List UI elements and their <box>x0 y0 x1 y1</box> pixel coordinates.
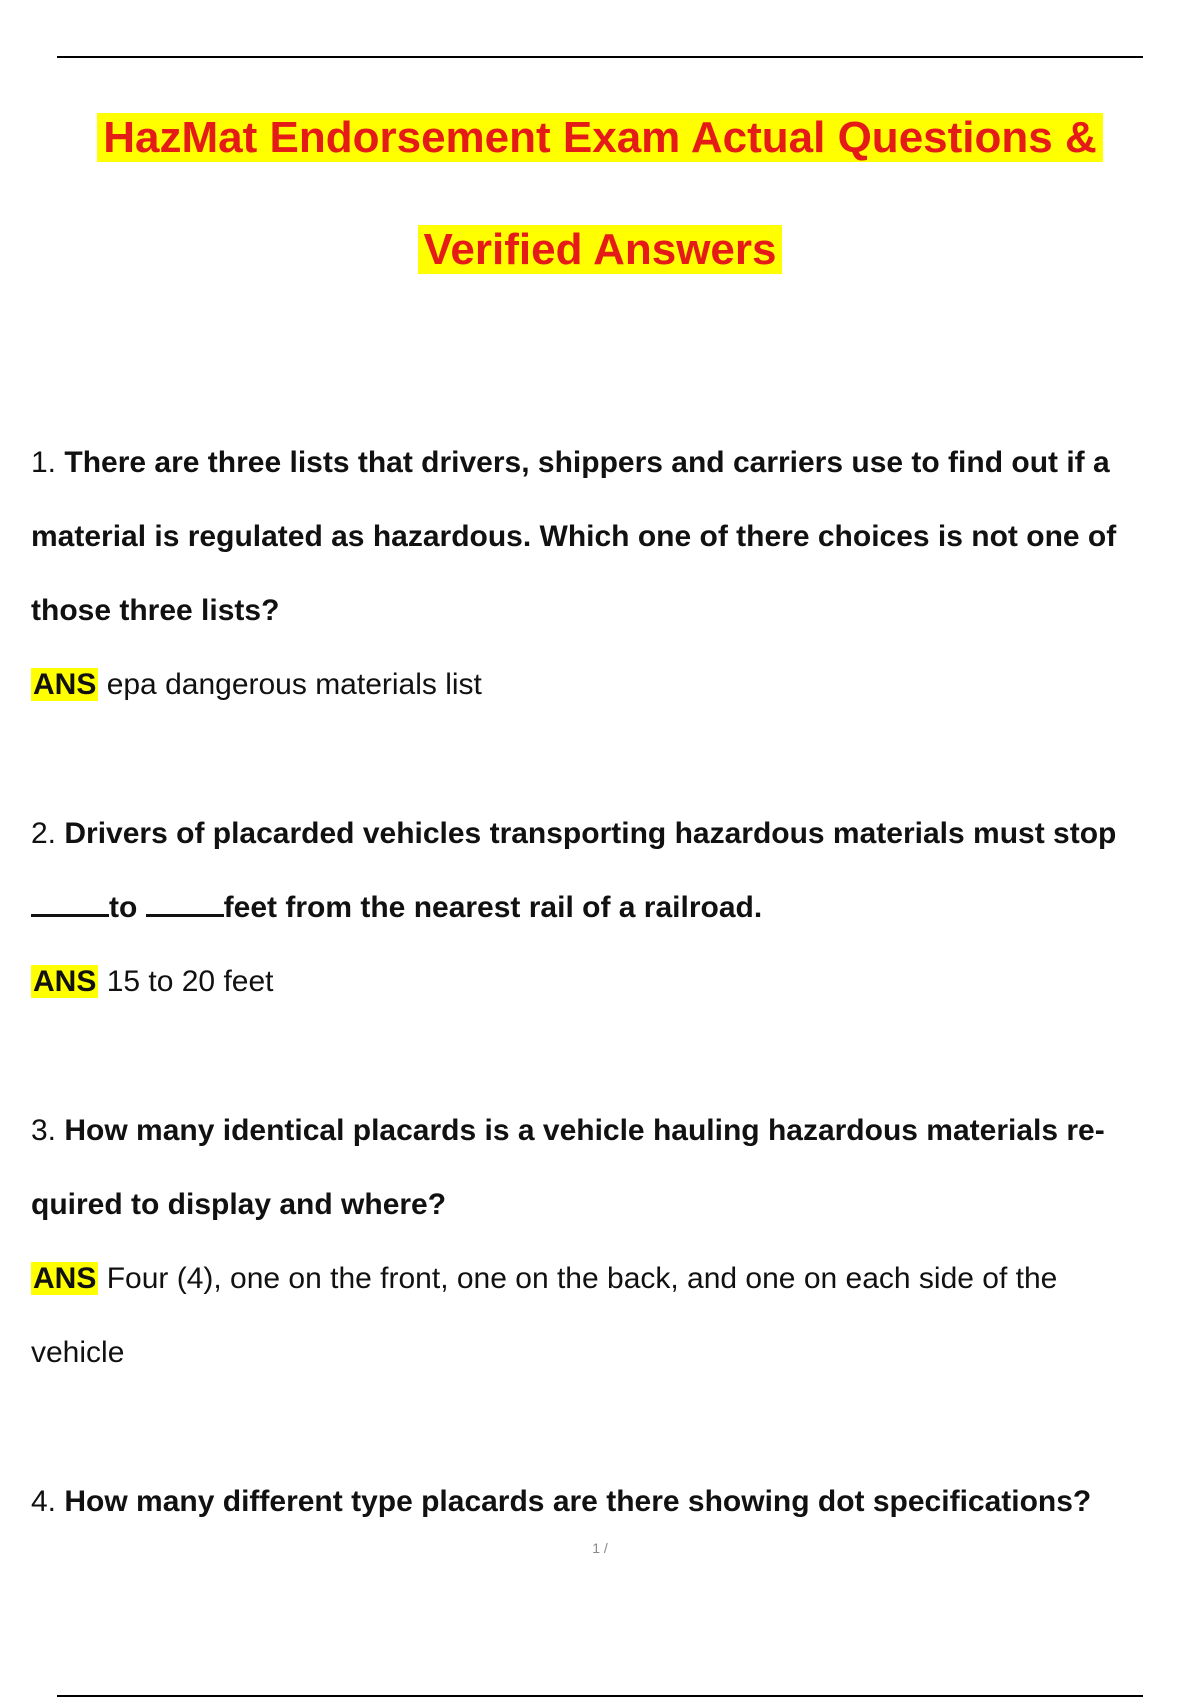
bottom-rule <box>57 1695 1143 1697</box>
question-1-line-1: 1. There are three lists that drivers, shippers and carriers use to find out if a <box>31 446 1110 479</box>
answer-3-line-2: vehicle <box>31 1336 125 1369</box>
answer-tag: ANS <box>33 965 97 998</box>
question-3-line-2: quired to display and where? <box>31 1188 447 1221</box>
answer-3-line-1: ANS Four (4), one on the front, one on the back, and one on each side of the <box>33 1262 1058 1295</box>
answer-tag: ANS <box>33 1262 97 1295</box>
top-rule <box>57 56 1143 58</box>
question-1-line-2: material is regulated as hazardous. Which one of there choices is not one of <box>31 520 1117 553</box>
document-title-line-1: HazMat Endorsement Exam Actual Questions & <box>0 110 1200 166</box>
fill-in-blank <box>31 894 109 917</box>
question-2-line-1: 2. Drivers of placarded vehicles transporting hazardous materials must stop <box>31 817 1117 850</box>
question-3-line-1: 3. How many identical placards is a vehicle hauling hazardous materials re- <box>31 1114 1105 1147</box>
question-4-line-1: 4. How many different type placards are there showing dot specifications? <box>31 1485 1092 1518</box>
answer-2: ANS 15 to 20 feet <box>33 965 274 998</box>
question-1-line-3: those three lists? <box>31 594 280 627</box>
document-title-line-2: Verified Answers <box>0 222 1200 278</box>
fill-in-blank <box>146 894 224 917</box>
answer-1: ANS epa dangerous materials list <box>33 668 482 701</box>
question-2-line-2: to feet from the nearest rail of a railroad. <box>31 871 1191 945</box>
answer-tag: ANS <box>33 668 97 701</box>
page-number: 1 / <box>592 1540 608 1556</box>
